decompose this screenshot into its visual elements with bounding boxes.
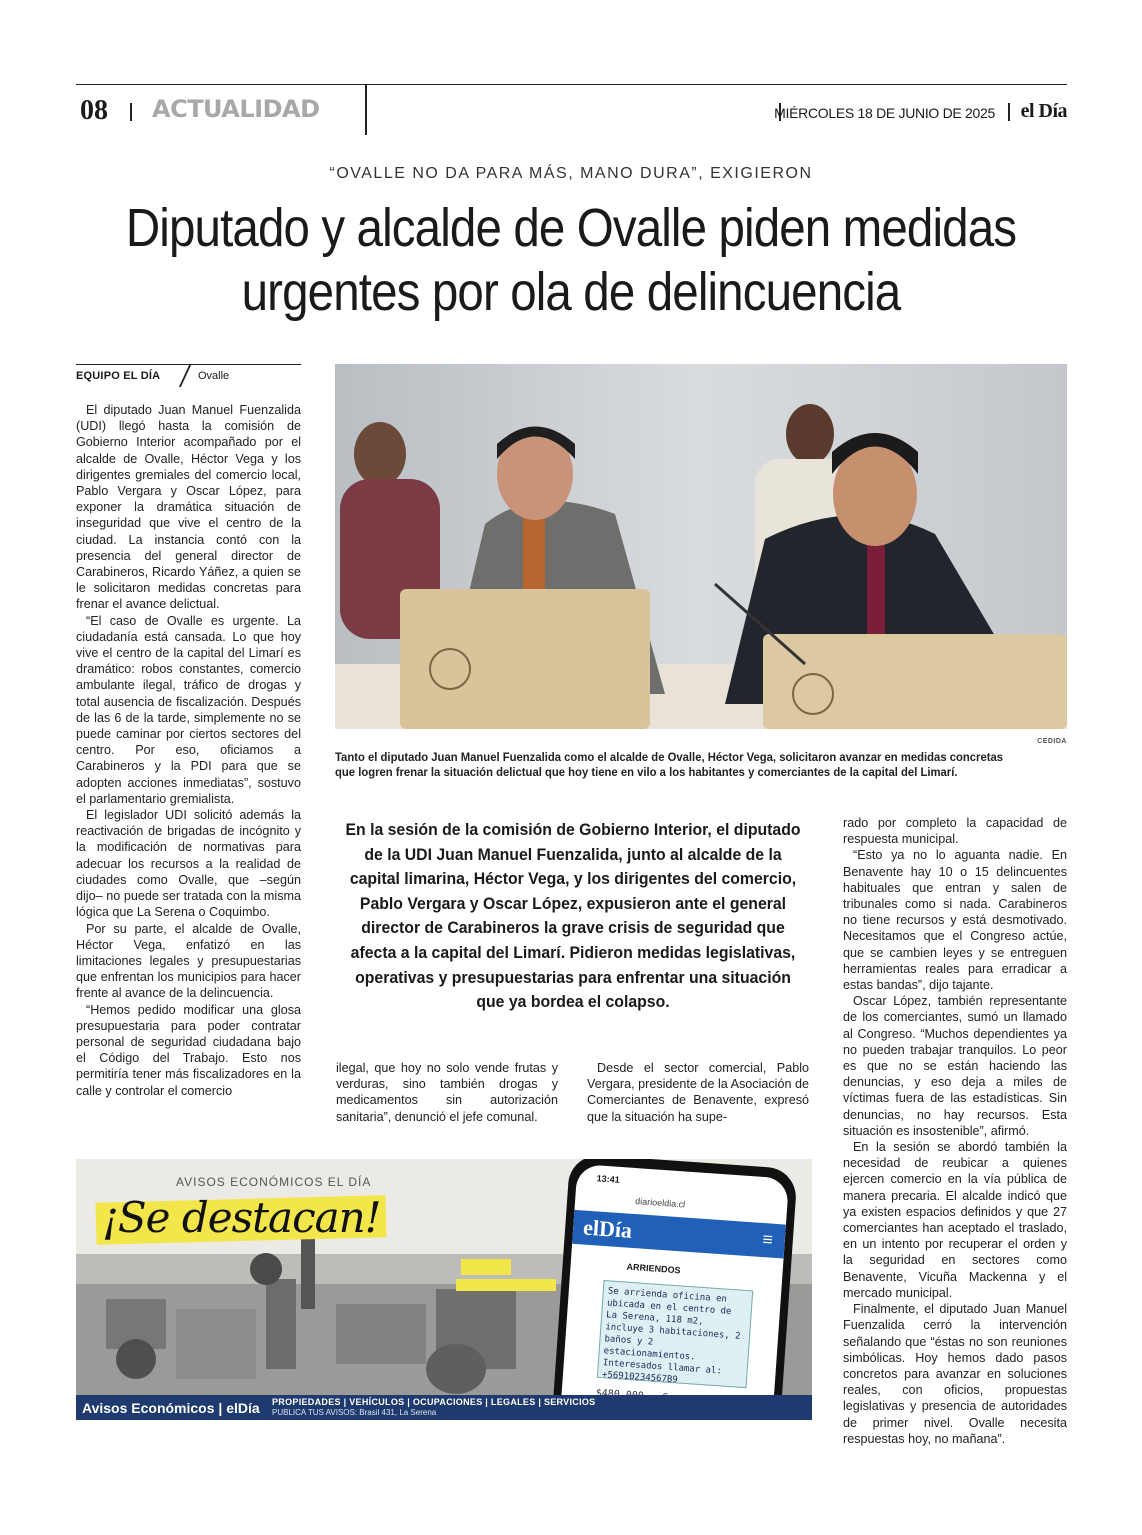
ad-slogan: ¡Se destacan! [102,1193,381,1242]
photo-caption: Tanto el diputado Juan Manuel Fuenzalida como el alcalde de Ovalle, Héctor Vega, solicitaron avanzar en medidas concretas que logren frenar la situación delictual que hoy tiene en vilo a los habitantes y comerciantes de la capital del Limarí. [335,750,1004,779]
page-header [76,84,1067,134]
photo-illustration [335,364,1067,729]
kicker: “OVALLE NO DA PARA MÁS, MANO DURA”, EXIGIERON [329,165,813,182]
header-divider [1008,103,1010,121]
phone-listing: Se arrienda oficina en ubicada en el centro de La Serena, 118 m2, incluye 3 habitaciones, 2 baños y 2 estacionamientos. Interesados llamar al: +56910234567B9 [597,1280,753,1388]
phone-mockup [550,1159,798,1420]
paragraph: Desde el sector comercial, Pablo Vergara, presidente de la Asociación de Comerciantes de Benavente, expresó que la situación ha supe- [587,1061,809,1124]
paragraph: Finalmente, el diputado Juan Manuel Fuenzalida cerró la intervención señalando que “éstas no son reuniones simbólicas. Hoy hemos dado pasos concretos para avanzar en soluciones reales, con oficios, propuestas legislativas y presencia de autoridades de primer nivel. Ovalle necesita respuestas hoy, no mañana”. [843,1302,1067,1446]
newspaper-logo: el Día [1020,100,1067,122]
phone-screen [559,1164,789,1420]
paragraph: Por su parte, el alcalde de Ovalle, Héctor Vega, enfatizó en las limitaciones legales y presupuestarias que enfrentan los municipios para hacer frente al avance de la delincuencia. [76,921,301,1001]
phone-section: ARRIENDOS [626,1261,681,1276]
article-column-2 [336,1060,558,1125]
headline: Diputado y alcalde de Ovalle piden medidas urgentes por ola de delincuencia [125,198,1017,322]
article-photo [335,364,1067,729]
ad-logo: Avisos Económicos | elDía [82,1400,260,1416]
ad-categories: PROPIEDADES | VEHÍCULOS | OCUPACIONES | LEGALES | SERVICIOS [272,1397,596,1407]
paragraph: rado por completo la capacidad de respuesta municipal. [843,816,1067,847]
paragraph: ilegal, que hoy no solo vende frutas y verduras, sino también drogas y medicamentos sin autorización sanitaria”, denunció el jefe comunal. [336,1061,558,1124]
paragraph: El diputado Juan Manuel Fuenzalida (UDI) llegó hasta la comisión de Gobierno Interior acompañado por el alcalde de Ovalle, Héctor Vega y los dirigentes gremiales del comercio local, Pablo Vergara y Oscar López, para exponer la dramática situación de inseguridad que vive el centro de la ciudad. La instancia contó con la presencia del general director de Carabineros, Ricardo Yáñez, a quien se le solicitaron medidas concretas para frenar el avance delictual. [76,403,301,612]
paragraph: “Esto ya no lo aguanta nadie. En Benavente hay 10 o 15 delincuentes habituales que entran y salen de tribunales como si nada. Carabineros no tiene recursos y está desmotivado. Necesitamos que el Congreso actúe, que se cambien leyes y se entreguen herramientas reales para erradicar a estas bandas”, dijo tajante. [843,848,1067,993]
article-column-1 [76,402,301,1099]
byline [76,364,301,384]
phone-url: diarioeldia.cl [634,1196,686,1210]
ad-publish-info: PUBLICA TUS AVISOS: Brasil 431, La Serena [272,1408,437,1417]
header-rule [365,85,367,135]
phone-app-header [572,1210,786,1259]
page-number: 08 [80,95,108,126]
paragraph: Oscar López, también representante de los comerciantes, sumó un llamado al Congreso. “Muchos dependientes ya no pueden trabajar tranquilos. Lo peor es que no se están haciendo las denuncias, y eso deja a miles de víctimas fuera de las estadísticas. Sin denuncias, no hay recursos. Esta situación es insostenible”, afirmó. [843,994,1067,1138]
ad-footer-bar [76,1395,812,1420]
article-column-3 [587,1060,809,1125]
paragraph: “Hemos pedido modificar una glosa presupuestaria para poder contratar personal de seguridad ciudadana bajo el Código del Trabajo. Esto nos permitiría tener más fiscalizadores en la calle y controlar el comercio [76,1002,301,1098]
issue-date: MIÉRCOLES 18 DE JUNIO DE 2025 [774,105,995,121]
ad-top-text: AVISOS ECONÓMICOS EL DÍA [176,1175,372,1189]
photo-credit: CEDIDA [1037,738,1067,745]
section-title: ACTUALIDAD [152,95,320,123]
paragraph: En la sesión se abordó también la necesidad de reubicar a quienes ejercen comercio en la vía pública de manera precaria. El alcalde indicó que ya existen espacios definidos y que 27 comerciantes han aceptado el traslado, en un intento por recuperar el orden y la seguridad en sectores como Benavente, Vicuña Mackenna y el mercado municipal. [843,1140,1067,1300]
byline-divider [179,365,191,387]
lead-paragraph: En la sesión de la comisión de Gobierno Interior, el diputado de la UDI Juan Manuel Fuenzalida, junto al alcalde de la capital limarina, Héctor Vega, y los dirigentes del comercio, Pablo Vergara y Oscar López, expusieron ante el general director de Carabineros la grave crisis de seguridad que afecta a la capital del Limarí. Pidieron medidas legislativas, operativas y presupuestarias para enfrentar una situación que ya bordea el colapso. [345,820,801,1012]
menu-icon: ≡ [761,1229,774,1250]
paragraph: El legislador UDI solicitó además la reactivación de brigadas de incógnito y la modificación de normativas para adecuar los recursos a la realidad de ciudades como Ovalle, que –según dijo– no puede ser tratada con la misma lógica que La Serena o Coquimbo. [76,808,301,920]
byline-team: EQUIPO EL DÍA [76,370,161,382]
phone-brand: elDía [582,1214,633,1243]
phone-time: 13:41 [596,1173,621,1185]
article-column-4 [843,815,1067,1447]
advertisement[interactable] [76,1159,812,1420]
paragraph: “El caso de Ovalle es urgente. La ciudadanía está cansada. Lo que hoy vive el centro de la capital del Limarí es dramático: robos constantes, comercio ambulante ilegal, tráfico de drogas y total ausencia de fiscalización. Después de las 6 de la tarde, simplemente no se puede caminar por ciertos sectores del centro. Por eso, oficiamos a Carabineros y la PDI para que se adopten acciones inmediatas”, sostuvo el parlamentario gremialista. [76,613,301,806]
header-divider [130,103,132,121]
byline-place: Ovalle [198,370,230,382]
